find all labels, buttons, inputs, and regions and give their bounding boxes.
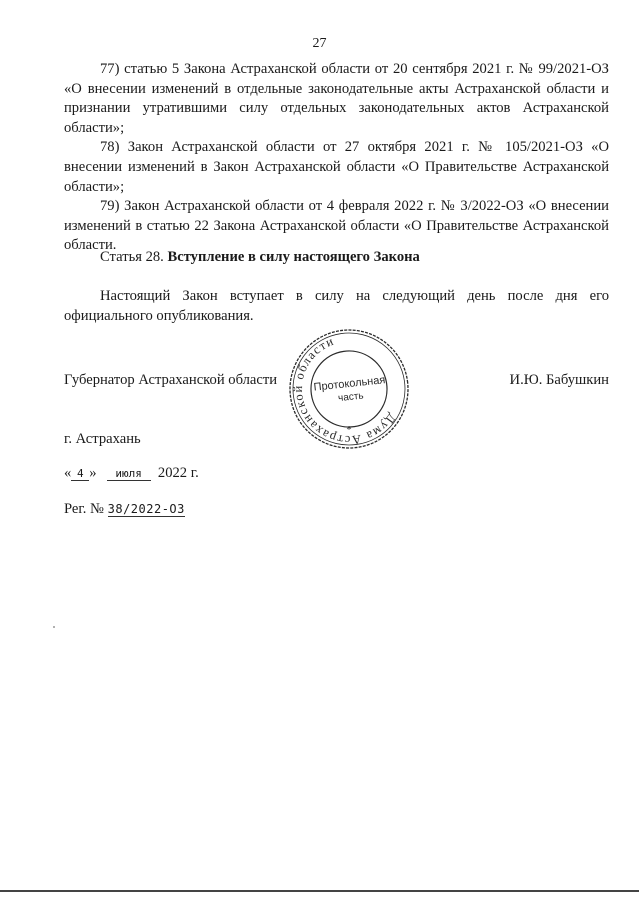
list-item: [64, 60, 609, 138]
date-day: 4: [71, 467, 89, 481]
official-stamp: [287, 327, 411, 451]
page-number: 27: [312, 36, 327, 51]
article-heading: [100, 249, 420, 266]
item-number: 77): [100, 61, 120, 77]
date-year: 2022 г.: [157, 465, 199, 481]
registration-label: Рег. №: [64, 501, 104, 517]
list-item: [64, 138, 609, 197]
article-title: Вступление в силу настоящего Закона: [167, 249, 420, 265]
stamp-ring-text: Дума Астраханской области: [290, 333, 399, 448]
item-text: Закон Астраханской области от 27 октября 2021 г. № 105/2021-ОЗ «О внесении изменений в Закон Астраханской области «О Правительстве Астраханской области»;: [64, 139, 609, 195]
registration-line: [64, 501, 185, 518]
item-text: Закон Астраханской области от 4 февраля 2022 г. № 3/2022-ОЗ «О внесении изменений в статью 22 Закона Астраханской области «О Правительстве Астраханской области.: [64, 198, 609, 254]
list-item: [64, 197, 609, 256]
stamp-star: *: [346, 424, 352, 436]
date-open-quote: «: [64, 465, 72, 481]
date-close-quote: »: [89, 465, 97, 481]
signing-date: [64, 465, 199, 482]
item-number: 78): [100, 139, 120, 156]
stamp-center-line1: Протокольная: [313, 374, 386, 394]
date-month: июля: [107, 467, 151, 481]
final-paragraph: Настоящий Закон вступает в силу на следующий день после дня его официального опубликования.: [64, 288, 609, 324]
amendment-list: [64, 60, 609, 256]
scan-artifact: [53, 626, 55, 628]
registration-number: 38/2022-ОЗ: [107, 502, 185, 516]
city: г. Астрахань: [64, 431, 141, 447]
bottom-edge-line: [0, 890, 639, 892]
signatory-name: И.Ю. Бабушкин: [509, 372, 609, 388]
article-label: Статья 28.: [100, 249, 164, 265]
stamp-center-line2: часть: [337, 390, 365, 405]
item-text: статью 5 Закона Астраханской области от 20 сентября 2021 г. № 99/2021-ОЗ «О внесении изменений в отдельные законодательные акты Астраханской области и признании утратившими силу отдельных законодательных актов Астраханской области»;: [64, 61, 609, 136]
signatory-title: Губернатор Астраханской области: [64, 372, 278, 388]
item-number: 79): [100, 198, 120, 215]
final-paragraph-block: [64, 287, 609, 326]
